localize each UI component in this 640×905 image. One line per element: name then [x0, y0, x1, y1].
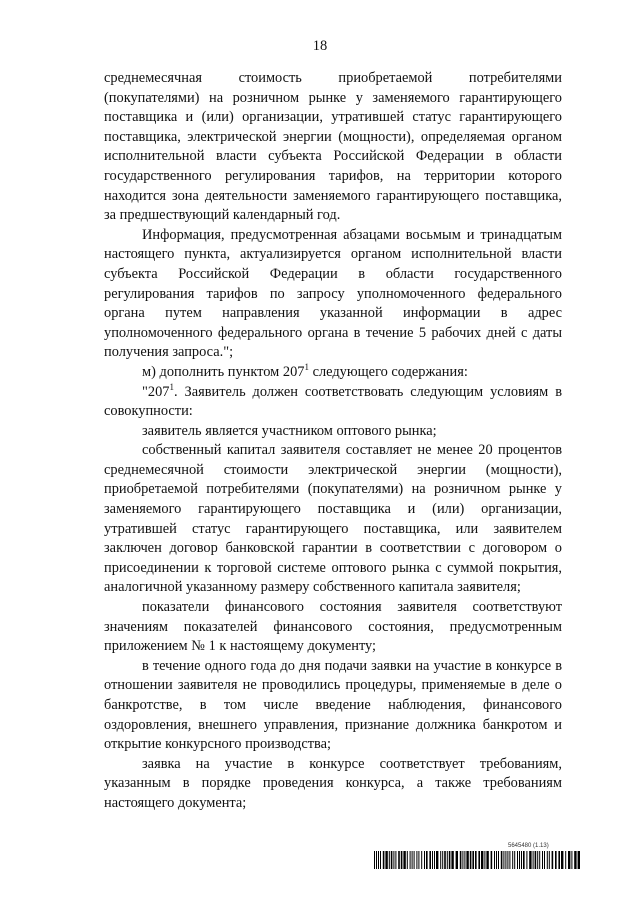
paragraph-wholesale-participant: заявитель является участником оптового рынка; [142, 422, 437, 439]
paragraph-average-cost: среднемесячная стоимость приобретаемой потребителями (покупателями) на розничном рынке у заменяемого гарантирующего поставщика и (или) организации, утратившей статус гарантирующего поставщика, электрической энергии (мощности), определяемая органом исполнительной власти субъекта Российской Федерации в области государственного регулирования тарифов, на территории которого находится зона деятельности заменяемого гарантирующего поставщика, за предшествующий календарный год. [104, 70, 562, 224]
barcode-image [374, 851, 580, 869]
clause-text: . Заявитель должен соответствовать следующим условиям в совокупности: [104, 383, 562, 420]
paragraph-information-update: Информация, предусмотренная абзацами восьмым и тринадцатым настоящего пункта, актуализируется органом исполнительной власти субъекта Российской Федерации в области государственного регулирования тарифов по запросу уполномоченного федерального органа путем направления указанной информации в адрес уполномоченного федерального органа в течение 5 рабочих дней с даты получения запроса."; [104, 226, 562, 361]
document-body [104, 69, 562, 814]
amendment-text-start: м) дополнить пунктом 207 [142, 363, 305, 380]
paragraph-financial-indicators: показатели финансового состояния заявителя соответствуют значениям показателей финансового состояния, предусмотренным приложением № 1 к настоящему документу; [104, 599, 562, 655]
paragraph-equity-capital: собственный капитал заявителя составляет не менее 20 процентов среднемесячной стоимости электрической энергии (мощности), приобретаемой потребителями (покупателями) на розничном рынке у заменяемого гарантирующего поставщика и (или) организации, утратившей статус гарантирующего поставщика, или заявителем заключен договор банковской гарантии в соответствии с договором о присоединении к торговой системе оптового рынка с суммой покрытия, аналогичной указанному размеру собственного капитала заявителя; [104, 442, 562, 596]
paragraph-clause-207-1 [104, 383, 562, 422]
paragraph-bankruptcy: в течение одного года до дня подачи заявки на участие в конкурсе в отношении заявителя не проводились процедуры, применяемые в деле о банкротстве, в том числе введение наблюдения, финансового оздоровления, внешнего управления, признание должника банкротом и открытие конкурсного производства; [104, 657, 562, 753]
clause-number: "207 [142, 383, 170, 400]
document-code: 5645480 (1.13) [508, 843, 549, 849]
amendment-text-end: следующего содержания: [308, 363, 468, 380]
clause-superscript: 1 [169, 381, 174, 392]
amendment-superscript: 1 [304, 361, 309, 372]
page-number: 18 [312, 38, 328, 54]
paragraph-application-requirements: заявка на участие в конкурсе соответствует требованиям, указанным в порядке проведения конкурса, а также требованиям настоящего документа; [104, 755, 562, 811]
paragraph-amendment-m [104, 363, 562, 383]
